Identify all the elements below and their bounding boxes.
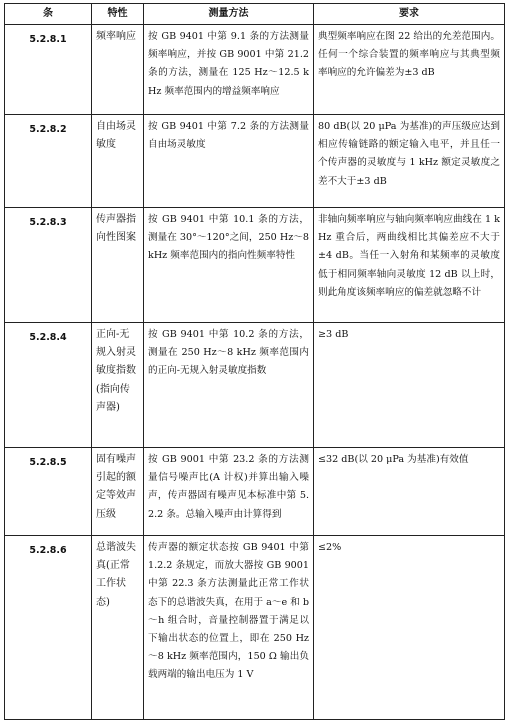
requirement-cell: ≥3 dB xyxy=(314,323,505,448)
requirement-cell: 非轴向频率响应与轴向频率响应曲线在 1 kHz 重合后，两曲线相比其偏差应不大于±4 dB。当任一入射角和某频率的灵敏度低于相同频率轴向灵敏度 12 dB 以上时，则此角度该频率响应的偏差就忽略不计 xyxy=(314,208,505,323)
requirement-cell: ≤2% xyxy=(314,536,505,720)
property-cell: 总谐波失真(正常工作状态) xyxy=(92,536,144,720)
header-method: 测量方法 xyxy=(144,4,314,25)
clause-number: 5.2.8.4 xyxy=(5,323,92,448)
clause-number: 5.2.8.3 xyxy=(5,208,92,323)
method-cell: 按 GB 9401 中第 9.1 条的方法测量频率响应，并按 GB 9001 中第 21.2 条的方法，测量在 125 Hz～12.5 kHz 频率范围内的增益频率响应 xyxy=(144,25,314,115)
method-cell: 传声器的额定状态按 GB 9401 中第 1.2.2 条规定，而放大器按 GB 9001 中第 22.3 条方法测量此正常工作状态下的总谐波失真，在用于 a～e 和 b～h 组合时，音量控制器置于满足以下输出状态的位置上，即在 250 Hz～8 kHz 频率范围内，150 Ω 输出负载两端的输出电压为 1 V xyxy=(144,536,314,720)
method-cell: 按 GB 9001 中第 23.2 条的方法测量信号噪声比(A 计权)并算出输入噪声，传声器固有噪声见本标准中第 5.2.2 条。总输入噪声由计算得到 xyxy=(144,448,314,536)
header-requirement: 要求 xyxy=(314,4,505,25)
property-cell: 自由场灵敏度 xyxy=(92,115,144,208)
property-cell: 传声器指向性图案 xyxy=(92,208,144,323)
method-cell: 按 GB 9401 中第 10.1 条的方法，测量在 30°～120°之间，250 Hz～8 kHz 频率范围内的指向性频率特性 xyxy=(144,208,314,323)
property-cell: 正向-无规入射灵敏度指数(指向传声器) xyxy=(92,323,144,448)
table-row xyxy=(5,323,505,448)
property-cell: 固有噪声引起的额定等效声压级 xyxy=(92,448,144,536)
specification-table xyxy=(4,3,505,720)
method-cell: 按 GB 9401 中第 10.2 条的方法，测量在 250 Hz～8 kHz 频率范围内的正向-无规入射灵敏度指数 xyxy=(144,323,314,448)
property-cell: 频率响应 xyxy=(92,25,144,115)
requirement-cell: 80 dB(以 20 μPa 为基准)的声压级应达到相应传输链路的额定输入电平，并且任一个传声器的灵敏度与 1 kHz 额定灵敏度之差不大于±3 dB xyxy=(314,115,505,208)
header-row xyxy=(5,4,505,25)
method-cell: 按 GB 9401 中第 7.2 条的方法测量自由场灵敏度 xyxy=(144,115,314,208)
clause-number: 5.2.8.6 xyxy=(5,536,92,720)
requirement-cell: 典型频率响应在图 22 给出的允差范围内。任何一个综合装置的频率响应与其典型频率响应的允许偏差为±3 dB xyxy=(314,25,505,115)
header-clause: 条 xyxy=(5,4,92,25)
table-row xyxy=(5,208,505,323)
clause-number: 5.2.8.2 xyxy=(5,115,92,208)
requirement-cell: ≤32 dB(以 20 μPa 为基准)有效值 xyxy=(314,448,505,536)
table-row xyxy=(5,536,505,720)
header-property: 特性 xyxy=(92,4,144,25)
clause-number: 5.2.8.1 xyxy=(5,25,92,115)
clause-number: 5.2.8.5 xyxy=(5,448,92,536)
table-row xyxy=(5,448,505,536)
table-row xyxy=(5,25,505,115)
table-row xyxy=(5,115,505,208)
